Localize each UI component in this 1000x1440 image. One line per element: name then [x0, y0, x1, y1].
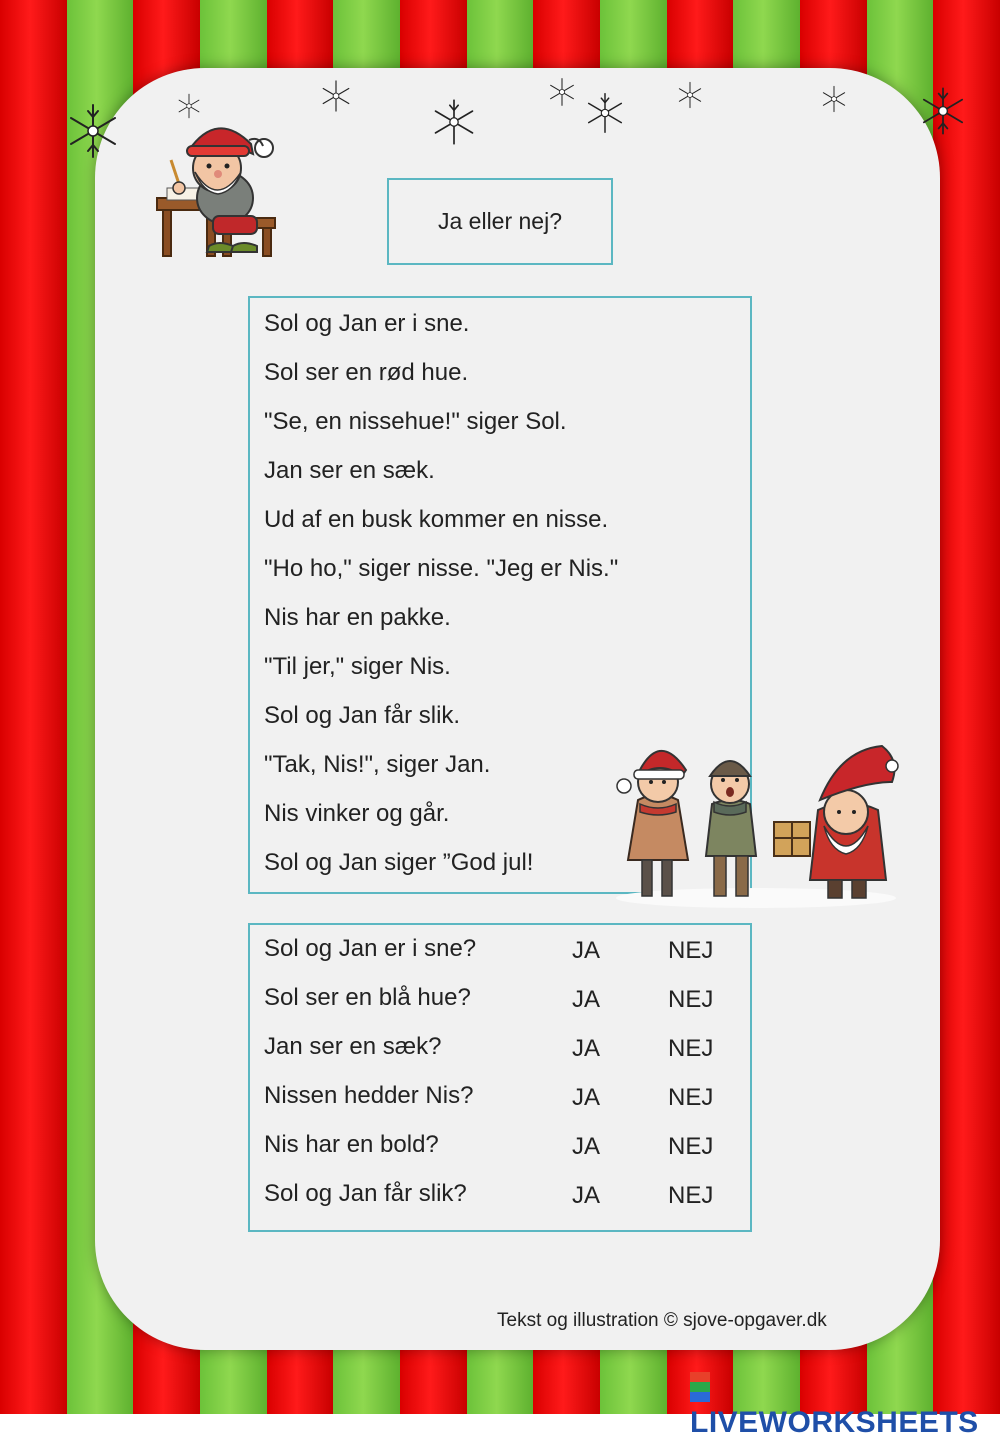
question-text: Sol og Jan er i sne?: [264, 935, 477, 962]
no-option[interactable]: NEJ: [668, 986, 714, 1013]
snowflake-icon: [62, 100, 124, 162]
yes-option[interactable]: JA: [572, 1182, 601, 1209]
story-line: "Se, en nissehue!" siger Sol.: [264, 408, 567, 435]
story-line: Nis har en pakke.: [264, 604, 451, 631]
liveworksheets-logo: [690, 1372, 1000, 1440]
question-text: Sol ser en blå hue?: [264, 984, 471, 1011]
children-and-elf-illustration: [606, 730, 904, 918]
copyright-credit: Tekst og illustration © sjove-opgaver.dk: [497, 1310, 827, 1331]
yes-option[interactable]: JA: [572, 1084, 601, 1111]
writing-elf-illustration: [145, 110, 280, 258]
snowflake-icon: [675, 80, 705, 110]
snowflake-icon: [916, 84, 970, 138]
story-line: "Tak, Nis!", siger Jan.: [264, 751, 491, 778]
no-option[interactable]: NEJ: [668, 1182, 714, 1209]
snowflake-icon: [819, 84, 849, 114]
snowflake-icon: [318, 78, 354, 114]
liveworksheets-badge-icon: [690, 1372, 710, 1402]
snowflake-icon: [582, 90, 628, 136]
question-text: Nis har en bold?: [264, 1131, 439, 1158]
yes-option[interactable]: JA: [572, 937, 601, 964]
question-text: Jan ser en sæk?: [264, 1033, 442, 1060]
story-line: Sol og Jan er i sne.: [264, 310, 470, 337]
page-title: Ja eller nej?: [387, 178, 613, 265]
yes-option[interactable]: JA: [572, 986, 601, 1013]
questions-box: [248, 923, 752, 1232]
no-option[interactable]: NEJ: [668, 1133, 714, 1160]
yes-option[interactable]: JA: [572, 1133, 601, 1160]
no-option[interactable]: NEJ: [668, 1084, 714, 1111]
snowflake-icon: [428, 96, 480, 148]
yes-option[interactable]: JA: [572, 1035, 601, 1062]
story-line: "Ho ho," siger nisse. "Jeg er Nis.": [264, 555, 619, 582]
no-option[interactable]: NEJ: [668, 937, 714, 964]
question-text: Nissen hedder Nis?: [264, 1082, 474, 1109]
liveworksheets-wordmark: LIVEWORKSHEETS: [690, 1406, 979, 1439]
story-line: "Til jer," siger Nis.: [264, 653, 451, 680]
story-line: Ud af en busk kommer en nisse.: [264, 506, 609, 533]
story-line: Sol og Jan får slik.: [264, 702, 461, 729]
story-line: Sol og Jan siger ”God jul!: [264, 849, 534, 876]
question-text: Sol og Jan får slik?: [264, 1180, 467, 1207]
story-line: Sol ser en rød hue.: [264, 359, 469, 386]
no-option[interactable]: NEJ: [668, 1035, 714, 1062]
story-line: Nis vinker og går.: [264, 800, 450, 827]
story-line: Jan ser en sæk.: [264, 457, 435, 484]
snowflake-icon: [546, 76, 578, 108]
